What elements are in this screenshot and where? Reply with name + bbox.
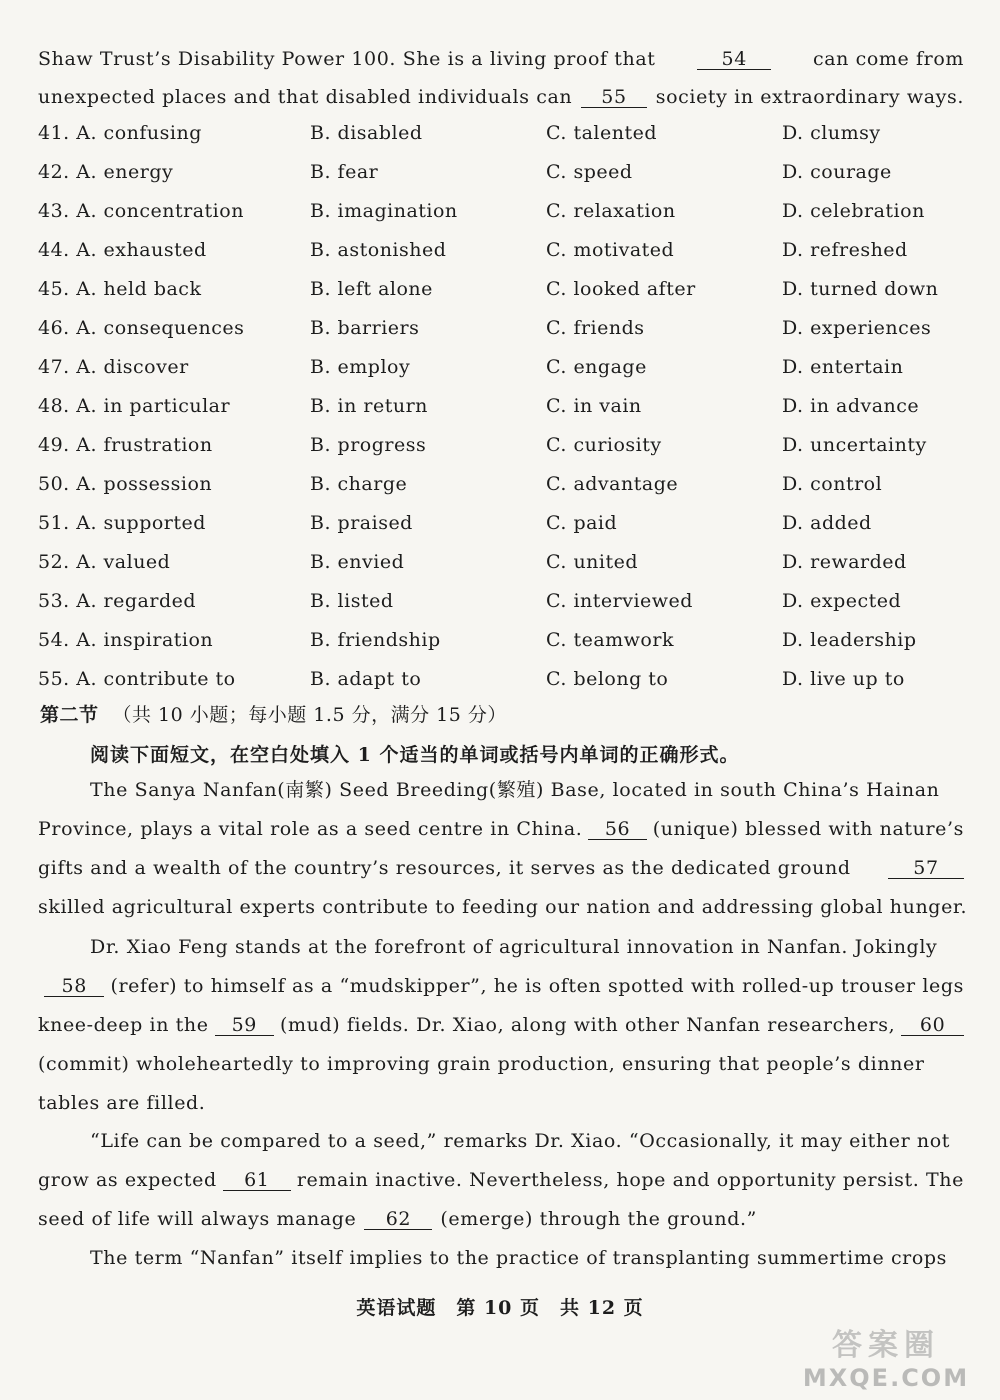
option-a: 48. A. in particular (38, 395, 231, 417)
passage-line (38, 48, 964, 70)
passage-text: (commit) wholeheartedly to improving grain production, ensuring that people’s dinner (38, 1053, 925, 1075)
passage-text: Province, plays a vital role as a seed centre in China. (38, 818, 583, 840)
option-c: C. talented (546, 122, 658, 144)
question-row (38, 122, 968, 146)
option-c: C. motivated (546, 239, 675, 261)
question-row (38, 512, 968, 536)
option-b: B. employ (310, 356, 411, 378)
passage-line (38, 1208, 964, 1230)
passage-line (90, 779, 964, 801)
option-c: C. united (546, 551, 639, 573)
passage-line (38, 1014, 964, 1036)
question-row (38, 278, 968, 302)
question-row (38, 317, 968, 341)
option-d: D. uncertainty (782, 434, 927, 456)
answer-blank: 56 (588, 819, 646, 840)
passage-line (38, 818, 964, 840)
option-c: C. in vain (546, 395, 642, 417)
option-b: B. progress (310, 434, 427, 456)
option-d: D. celebration (782, 200, 925, 222)
option-a: 52. A. valued (38, 551, 171, 573)
passage-text: Shaw Trust’s Disability Power 100. She is a living proof that (38, 48, 656, 70)
option-a: 44. A. exhausted (38, 239, 207, 261)
option-d: D. turned down (782, 278, 939, 300)
option-d: D. clumsy (782, 122, 881, 144)
option-a: 46. A. consequences (38, 317, 245, 339)
answer-blank: 58 (44, 976, 104, 997)
option-a: 42. A. energy (38, 161, 174, 183)
option-c: C. friends (546, 317, 645, 339)
passage-line (38, 896, 968, 918)
option-c: C. relaxation (546, 200, 676, 222)
option-a: 41. A. confusing (38, 122, 202, 144)
question-row (38, 161, 968, 185)
passage-line (38, 857, 964, 879)
option-a: 50. A. possession (38, 473, 213, 495)
passage-text: (unique) blessed with nature’s (652, 818, 964, 840)
option-d: D. experiences (782, 317, 932, 339)
option-a: 53. A. regarded (38, 590, 197, 612)
option-b: B. friendship (310, 629, 441, 651)
passage-line (90, 936, 964, 958)
option-a: 55. A. contribute to (38, 668, 236, 690)
option-c: C. teamwork (546, 629, 674, 651)
passage-text: skilled agricultural experts contribute to feeding our nation and addressing global hunger. (38, 896, 968, 918)
passage-text: knee-deep in the (38, 1014, 209, 1036)
option-a: 45. A. held back (38, 278, 202, 300)
option-c: C. speed (546, 161, 633, 183)
option-a: 47. A. discover (38, 356, 189, 378)
option-d: D. live up to (782, 668, 905, 690)
option-b: B. envied (310, 551, 405, 573)
section-subtitle: （共 10 小题；每小题 1.5 分，满分 15 分） (112, 704, 507, 726)
section-title: 第二节 (40, 704, 99, 726)
passage-text: “Life can be compared to a seed,” remarks Dr. Xiao. “Occasionally, it may either not (90, 1130, 950, 1152)
option-b: B. in return (310, 395, 428, 417)
option-d: D. courage (782, 161, 892, 183)
passage-line (38, 86, 964, 108)
passage-line (90, 1247, 964, 1269)
passage-text: society in extraordinary ways. (655, 86, 964, 108)
question-row (38, 629, 968, 653)
option-d: D. entertain (782, 356, 904, 378)
passage-text: Dr. Xiao Feng stands at the forefront of agricultural innovation in Nanfan. Jokingly (90, 936, 938, 958)
passage-text: seed of life will always manage (38, 1208, 357, 1230)
option-a: 43. A. concentration (38, 200, 244, 222)
passage-line (38, 1092, 964, 1114)
option-c: C. looked after (546, 278, 696, 300)
option-b: B. praised (310, 512, 413, 534)
question-row (38, 356, 968, 380)
passage-line (38, 975, 964, 997)
option-c: C. advantage (546, 473, 679, 495)
watermark-logo (786, 1318, 986, 1398)
question-row (38, 239, 968, 263)
option-c: C. engage (546, 356, 647, 378)
option-d: D. leadership (782, 629, 917, 651)
option-b: B. astonished (310, 239, 447, 261)
answer-blank: 61 (223, 1170, 291, 1191)
option-b: B. left alone (310, 278, 433, 300)
option-d: D. refreshed (782, 239, 908, 261)
watermark-title: 答案圈 (832, 1328, 940, 1363)
passage-line (38, 1053, 964, 1075)
passage-text: The term “Nanfan” itself implies to the practice of transplanting summertime crops (90, 1247, 948, 1269)
option-d: D. expected (782, 590, 902, 612)
question-row (38, 590, 968, 614)
watermark-url: MXQE.COM (802, 1364, 970, 1392)
question-row (38, 473, 968, 497)
option-a: 51. A. supported (38, 512, 206, 534)
option-b: B. charge (310, 473, 408, 495)
passage-text: tables are filled. (38, 1092, 206, 1114)
passage-text: remain inactive. Nevertheless, hope and opportunity persist. The (296, 1169, 964, 1191)
option-b: B. fear (310, 161, 379, 183)
passage-line (90, 1130, 964, 1152)
option-a: 54. A. inspiration (38, 629, 214, 651)
option-b: B. listed (310, 590, 394, 612)
section-heading (40, 700, 507, 727)
passage-text: (refer) to himself as a “mudskipper”, he is often spotted with rolled-up trouser legs (110, 975, 964, 997)
option-c: C. paid (546, 512, 618, 534)
option-d: D. in advance (782, 395, 920, 417)
question-row (38, 668, 968, 692)
passage-text: (emerge) through the ground.” (440, 1208, 757, 1230)
option-b: B. imagination (310, 200, 458, 222)
passage-text: gifts and a wealth of the country’s resources, it serves as the dedicated ground (38, 857, 851, 879)
option-b: B. adapt to (310, 668, 422, 690)
passage-text: (mud) fields. Dr. Xiao, along with other Nanfan researchers, (279, 1014, 896, 1036)
question-row (38, 200, 968, 224)
page-footer: 英语试题 第 10 页 共 12 页 (356, 1297, 644, 1319)
option-c: C. belong to (546, 668, 669, 690)
passage-line (38, 1169, 964, 1191)
question-row (38, 434, 968, 458)
question-row (38, 395, 968, 419)
answer-blank: 55 (581, 87, 647, 108)
option-b: B. disabled (310, 122, 423, 144)
option-a: 49. A. frustration (38, 434, 213, 456)
question-row (38, 551, 968, 575)
option-d: D. rewarded (782, 551, 907, 573)
passage-text: can come from (812, 48, 964, 70)
option-d: D. control (782, 473, 883, 495)
passage-text: grow as expected (38, 1169, 217, 1191)
option-c: C. interviewed (546, 590, 693, 612)
passage-text: unexpected places and that disabled individuals can (38, 86, 573, 108)
option-b: B. barriers (310, 317, 420, 339)
answer-blank: 57 (888, 858, 964, 879)
answer-blank: 59 (215, 1015, 274, 1036)
answer-blank: 60 (901, 1015, 964, 1036)
answer-blank: 54 (697, 49, 771, 70)
answer-blank: 62 (364, 1209, 432, 1230)
option-c: C. curiosity (546, 434, 662, 456)
section-instruction: 阅读下面短文，在空白处填入 1 个适当的单词或括号内单词的正确形式。 (90, 744, 740, 766)
passage-text: The Sanya Nanfan(南繁) Seed Breeding(繁殖) Base, located in south China’s Hainan (90, 779, 940, 801)
option-d: D. added (782, 512, 872, 534)
